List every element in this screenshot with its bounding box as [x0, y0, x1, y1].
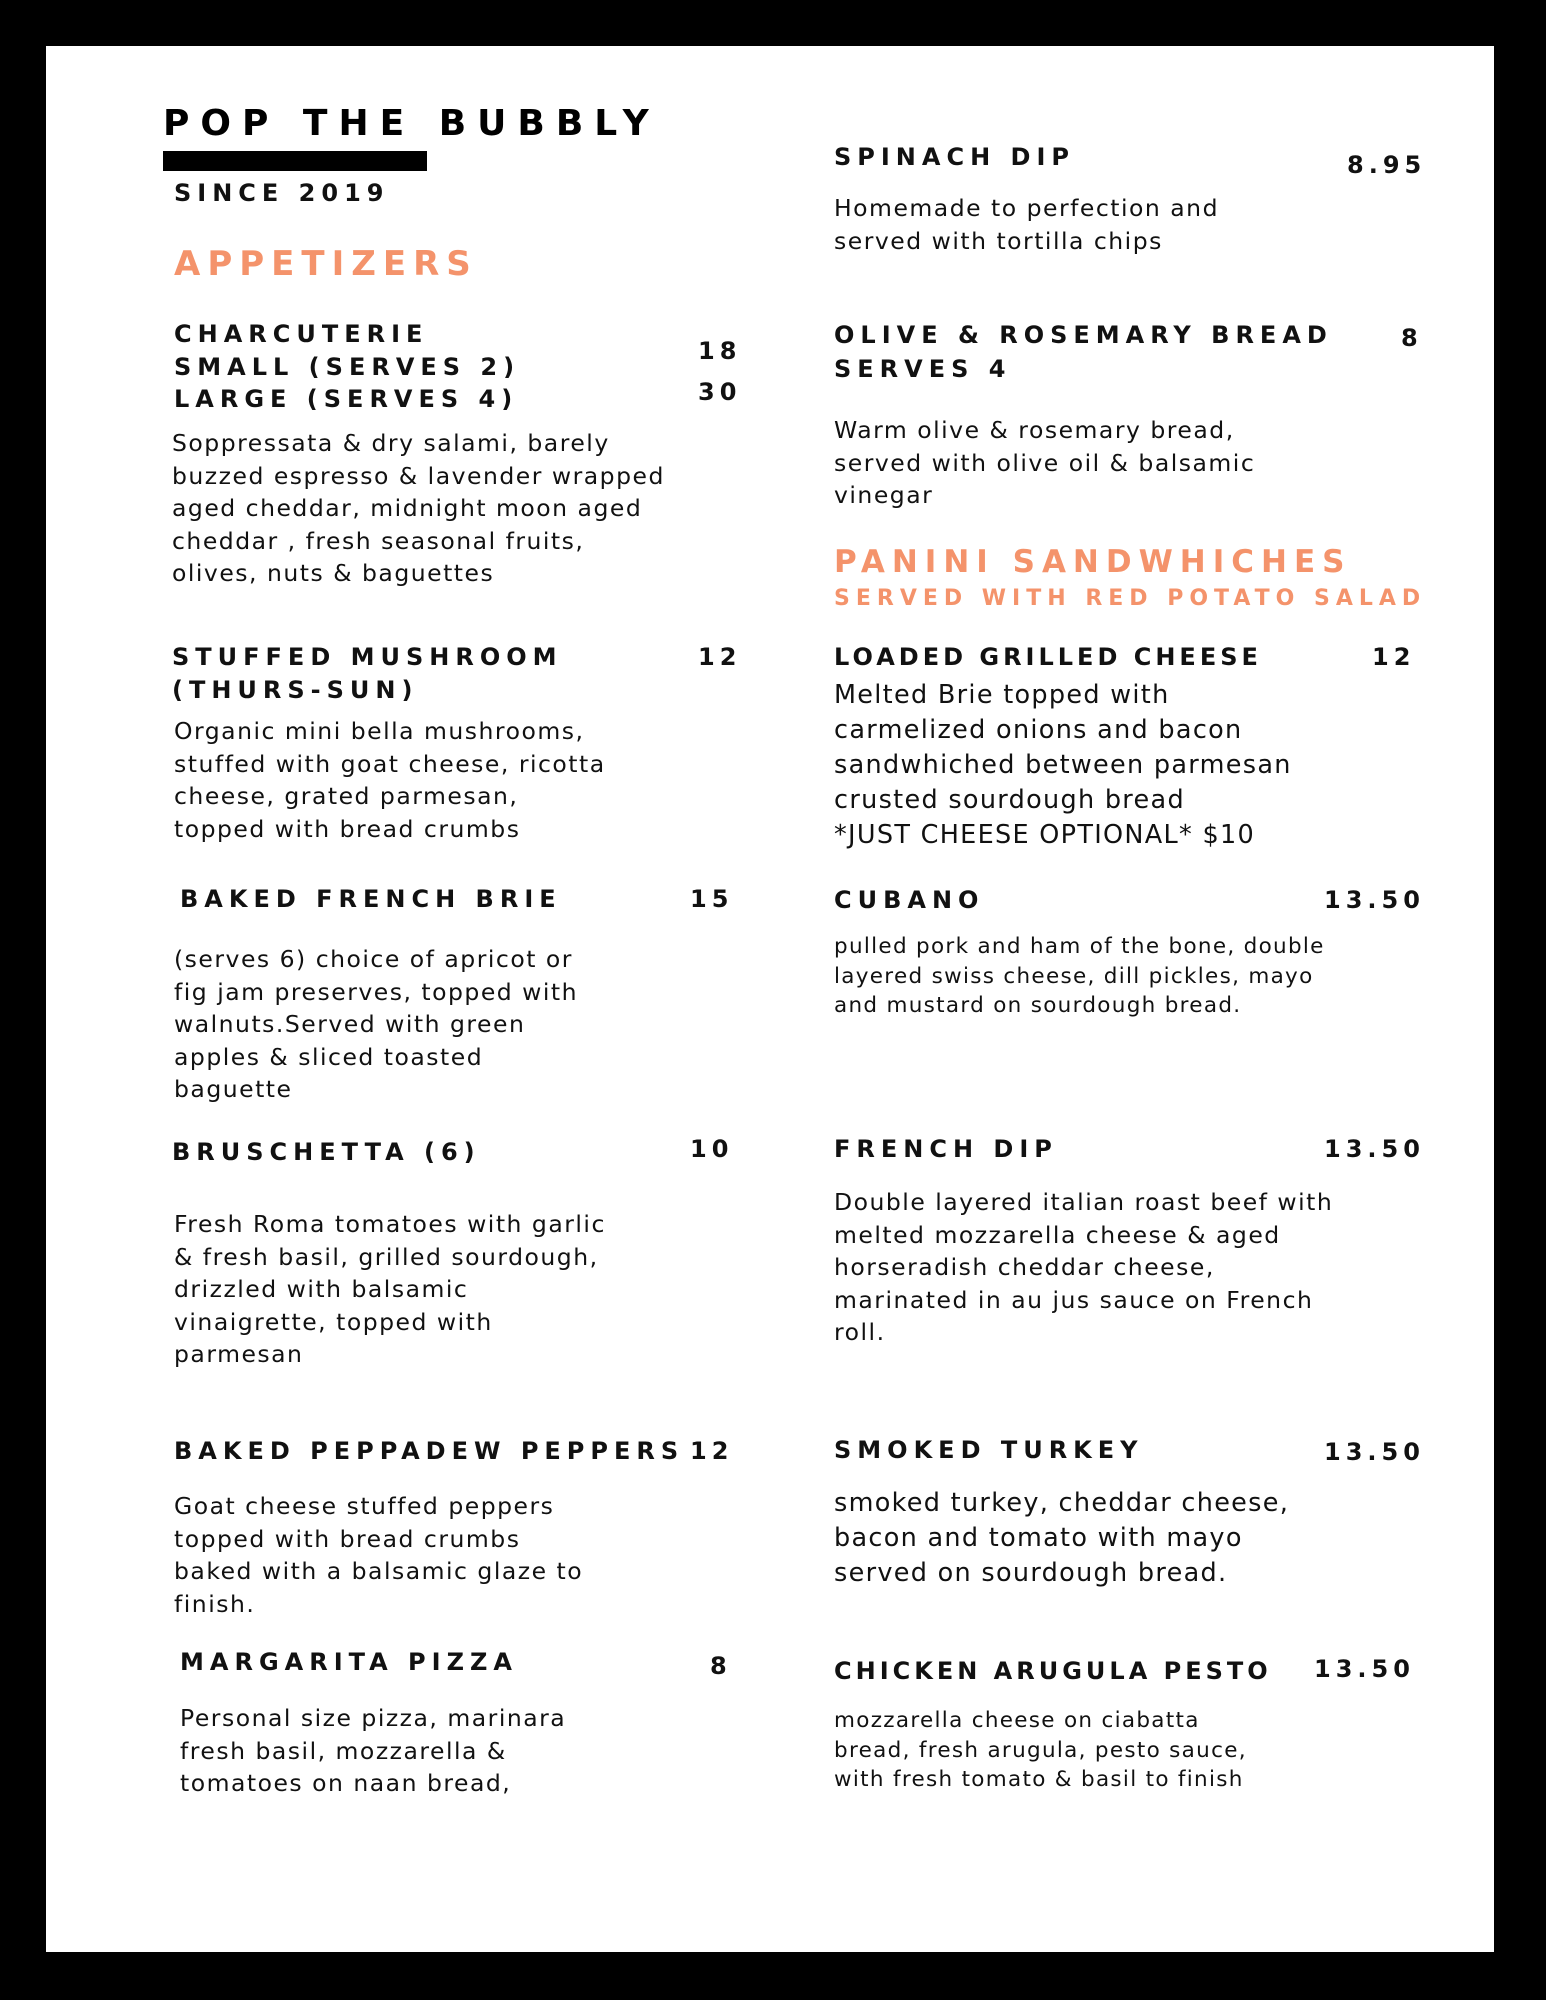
item-name-french-dip: FRENCH DIP: [834, 1135, 1058, 1163]
item-name-stuffed-mushroom: STUFFED MUSHROOM (THURS-SUN): [172, 643, 563, 704]
item-desc-olive-bread: Warm olive & rosemary bread, served with olive oil & balsamic vinegar: [834, 416, 1256, 509]
item-price-charcuterie: 18 30: [698, 337, 742, 406]
item-name-baked-brie: BAKED FRENCH BRIE: [180, 885, 562, 913]
item-price-french-dip: 13.50: [1324, 1135, 1425, 1163]
item-name-margarita-pizza: MARGARITA PIZZA: [180, 1648, 518, 1676]
item-price-olive-bread: 8: [1401, 324, 1424, 352]
item-desc-baked-brie: (serves 6) choice of apricot or fig jam preserves, topped with walnuts.Served with green apples & sliced toasted baguette: [174, 945, 579, 1103]
item-name-peppadew: BAKED PEPPADEW PEPPERS: [174, 1437, 685, 1465]
brand-name: POP THE BUBBLY: [163, 103, 660, 144]
item-name-spinach-dip: SPINACH DIP: [834, 143, 1075, 171]
item-price-bruschetta: 10: [690, 1135, 734, 1163]
item-name-bruschetta: BRUSCHETTA (6): [172, 1138, 481, 1166]
item-price-margarita-pizza: 8: [710, 1652, 732, 1680]
item-price-cubano: 13.50: [1324, 886, 1425, 914]
item-desc-charcuterie: Soppressata & dry salami, barely buzzed espresso & lavender wrapped aged cheddar, midnight moon aged cheddar , fresh seasonal fruits, olives, nuts & baguettes: [172, 429, 665, 587]
item-price-grilled-cheese: 12: [1372, 643, 1416, 671]
item-desc-peppadew: Goat cheese stuffed peppers topped with bread crumbs baked with a balsamic glaze to finish.: [174, 1492, 584, 1618]
item-desc-cubano: pulled pork and ham of the bone, double layered swiss cheese, dill pickles, mayo and mustard on sourdough bread.: [834, 934, 1325, 1018]
item-desc-smoked-turkey: smoked turkey, cheddar cheese, bacon and tomato with mayo served on sourdough bread.: [834, 1488, 1290, 1588]
item-price-peppadew: 12: [690, 1437, 734, 1465]
panini-heading: PANINI SANDWHICHES: [834, 544, 1352, 580]
brand-underline: [163, 151, 427, 171]
item-name-smoked-turkey: SMOKED TURKEY: [834, 1436, 1144, 1464]
panini-subheading: SERVED WITH RED POTATO SALAD: [834, 586, 1427, 611]
menu-page: [46, 46, 1494, 1952]
item-price-stuffed-mushroom: 12: [698, 643, 742, 671]
item-desc-bruschetta: Fresh Roma tomatoes with garlic & fresh basil, grilled sourdough, drizzled with balsamic vinaigrette, topped with parmesan: [174, 1210, 606, 1368]
item-desc-stuffed-mushroom: Organic mini bella mushrooms, stuffed with goat cheese, ricotta cheese, grated parmesan, topped with bread crumbs: [174, 717, 606, 843]
item-price-baked-brie: 15: [690, 885, 734, 913]
item-price-spinach-dip: 8.95: [1347, 151, 1427, 179]
item-desc-margarita-pizza: Personal size pizza, marinara fresh basil, mozzarella & tomatoes on naan bread,: [180, 1704, 567, 1797]
item-price-chicken-pesto: 13.50: [1314, 1655, 1415, 1683]
item-name-cubano: CUBANO: [834, 886, 985, 914]
item-desc-chicken-pesto: mozzarella cheese on ciabatta bread, fresh arugula, pesto sauce, with fresh tomato & basil to finish: [834, 1708, 1247, 1792]
item-name-charcuterie: CHARCUTERIE SMALL (SERVES 2) LARGE (SERVES 4): [174, 320, 521, 413]
item-desc-french-dip: Double layered italian roast beef with melted mozzarella cheese & aged horseradish cheddar cheese, marinated in au jus sauce on French roll.: [834, 1188, 1334, 1346]
item-name-chicken-pesto: CHICKEN ARUGULA PESTO: [834, 1657, 1272, 1685]
item-name-olive-bread: OLIVE & ROSEMARY BREAD SERVES 4: [834, 321, 1333, 383]
item-desc-grilled-cheese: Melted Brie topped with carmelized onions and bacon sandwhiched between parmesan crusted sourdough bread *JUST CHEESE OPTIONAL* $10: [834, 680, 1292, 850]
item-desc-spinach-dip: Homemade to perfection and served with tortilla chips: [834, 194, 1219, 255]
item-price-smoked-turkey: 13.50: [1324, 1438, 1425, 1466]
brand-since: SINCE 2019: [174, 179, 390, 207]
appetizers-heading: APPETIZERS: [174, 244, 478, 284]
item-name-grilled-cheese: LOADED GRILLED CHEESE: [834, 643, 1262, 671]
